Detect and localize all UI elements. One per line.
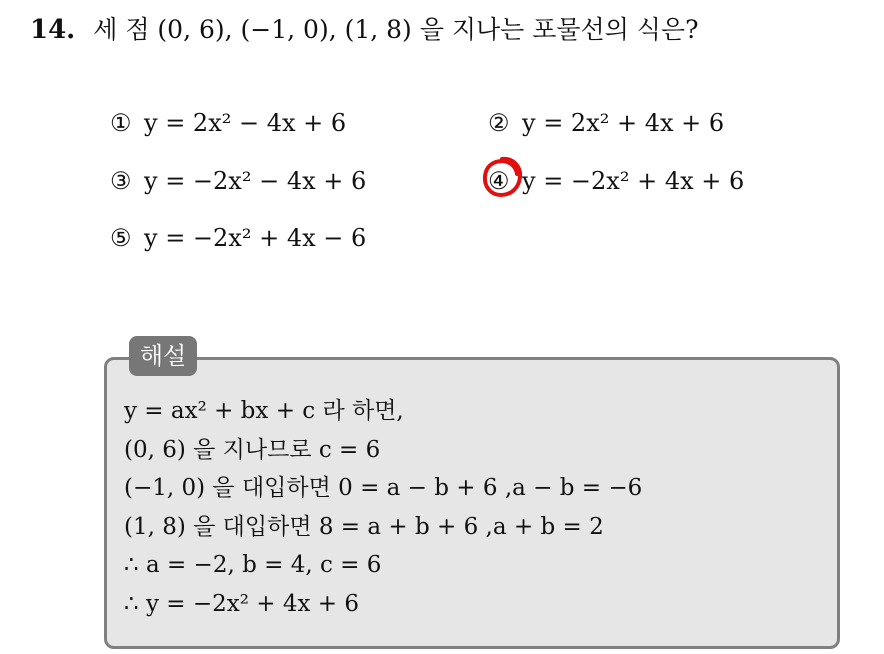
choice-text: y = 2x² − 4x + 6	[144, 109, 347, 137]
explanation-label: 해설	[129, 336, 197, 376]
choice-text: y = −2x² + 4x − 6	[144, 224, 367, 252]
question-number: 14.	[30, 15, 76, 45]
explanation-line-4: (1, 8) 을 대입하면 8 = a + b + 6 ,a + b = 2	[124, 513, 604, 540]
choice-1[interactable]	[110, 106, 346, 140]
choice-text: y = 2x² + 4x + 6	[522, 109, 725, 137]
explanation-line-6: ∴ y = −2x² + 4x + 6	[124, 590, 359, 617]
choice-mark: ①	[110, 109, 132, 137]
choice-mark: ②	[488, 109, 510, 137]
choice-mark: ③	[110, 167, 132, 195]
explanation-line-2: (0, 6) 을 지나므로 c = 6	[124, 436, 381, 463]
choice-mark: ④	[488, 167, 510, 195]
choice-text: y = −2x² + 4x + 6	[522, 167, 745, 195]
choice-mark: ⑤	[110, 224, 132, 252]
explanation-line-3: (−1, 0) 을 대입하면 0 = a − b + 6 ,a − b = −6	[124, 475, 643, 501]
explanation-line-5: ∴ a = −2, b = 4, c = 6	[124, 552, 382, 578]
question	[30, 10, 699, 50]
choice-4[interactable]	[488, 164, 744, 198]
question-text: 세 점 (0, 6), (−1, 0), (1, 8) 을 지나는 포물선의 식은?	[93, 15, 699, 44]
explanation-line-1: y = ax² + bx + c 라 하면,	[124, 398, 404, 424]
choice-2[interactable]	[488, 106, 724, 140]
explanation-lines	[124, 392, 642, 623]
choice-5[interactable]	[110, 221, 366, 255]
choice-text: y = −2x² − 4x + 6	[144, 167, 367, 195]
choice-3[interactable]	[110, 164, 366, 198]
